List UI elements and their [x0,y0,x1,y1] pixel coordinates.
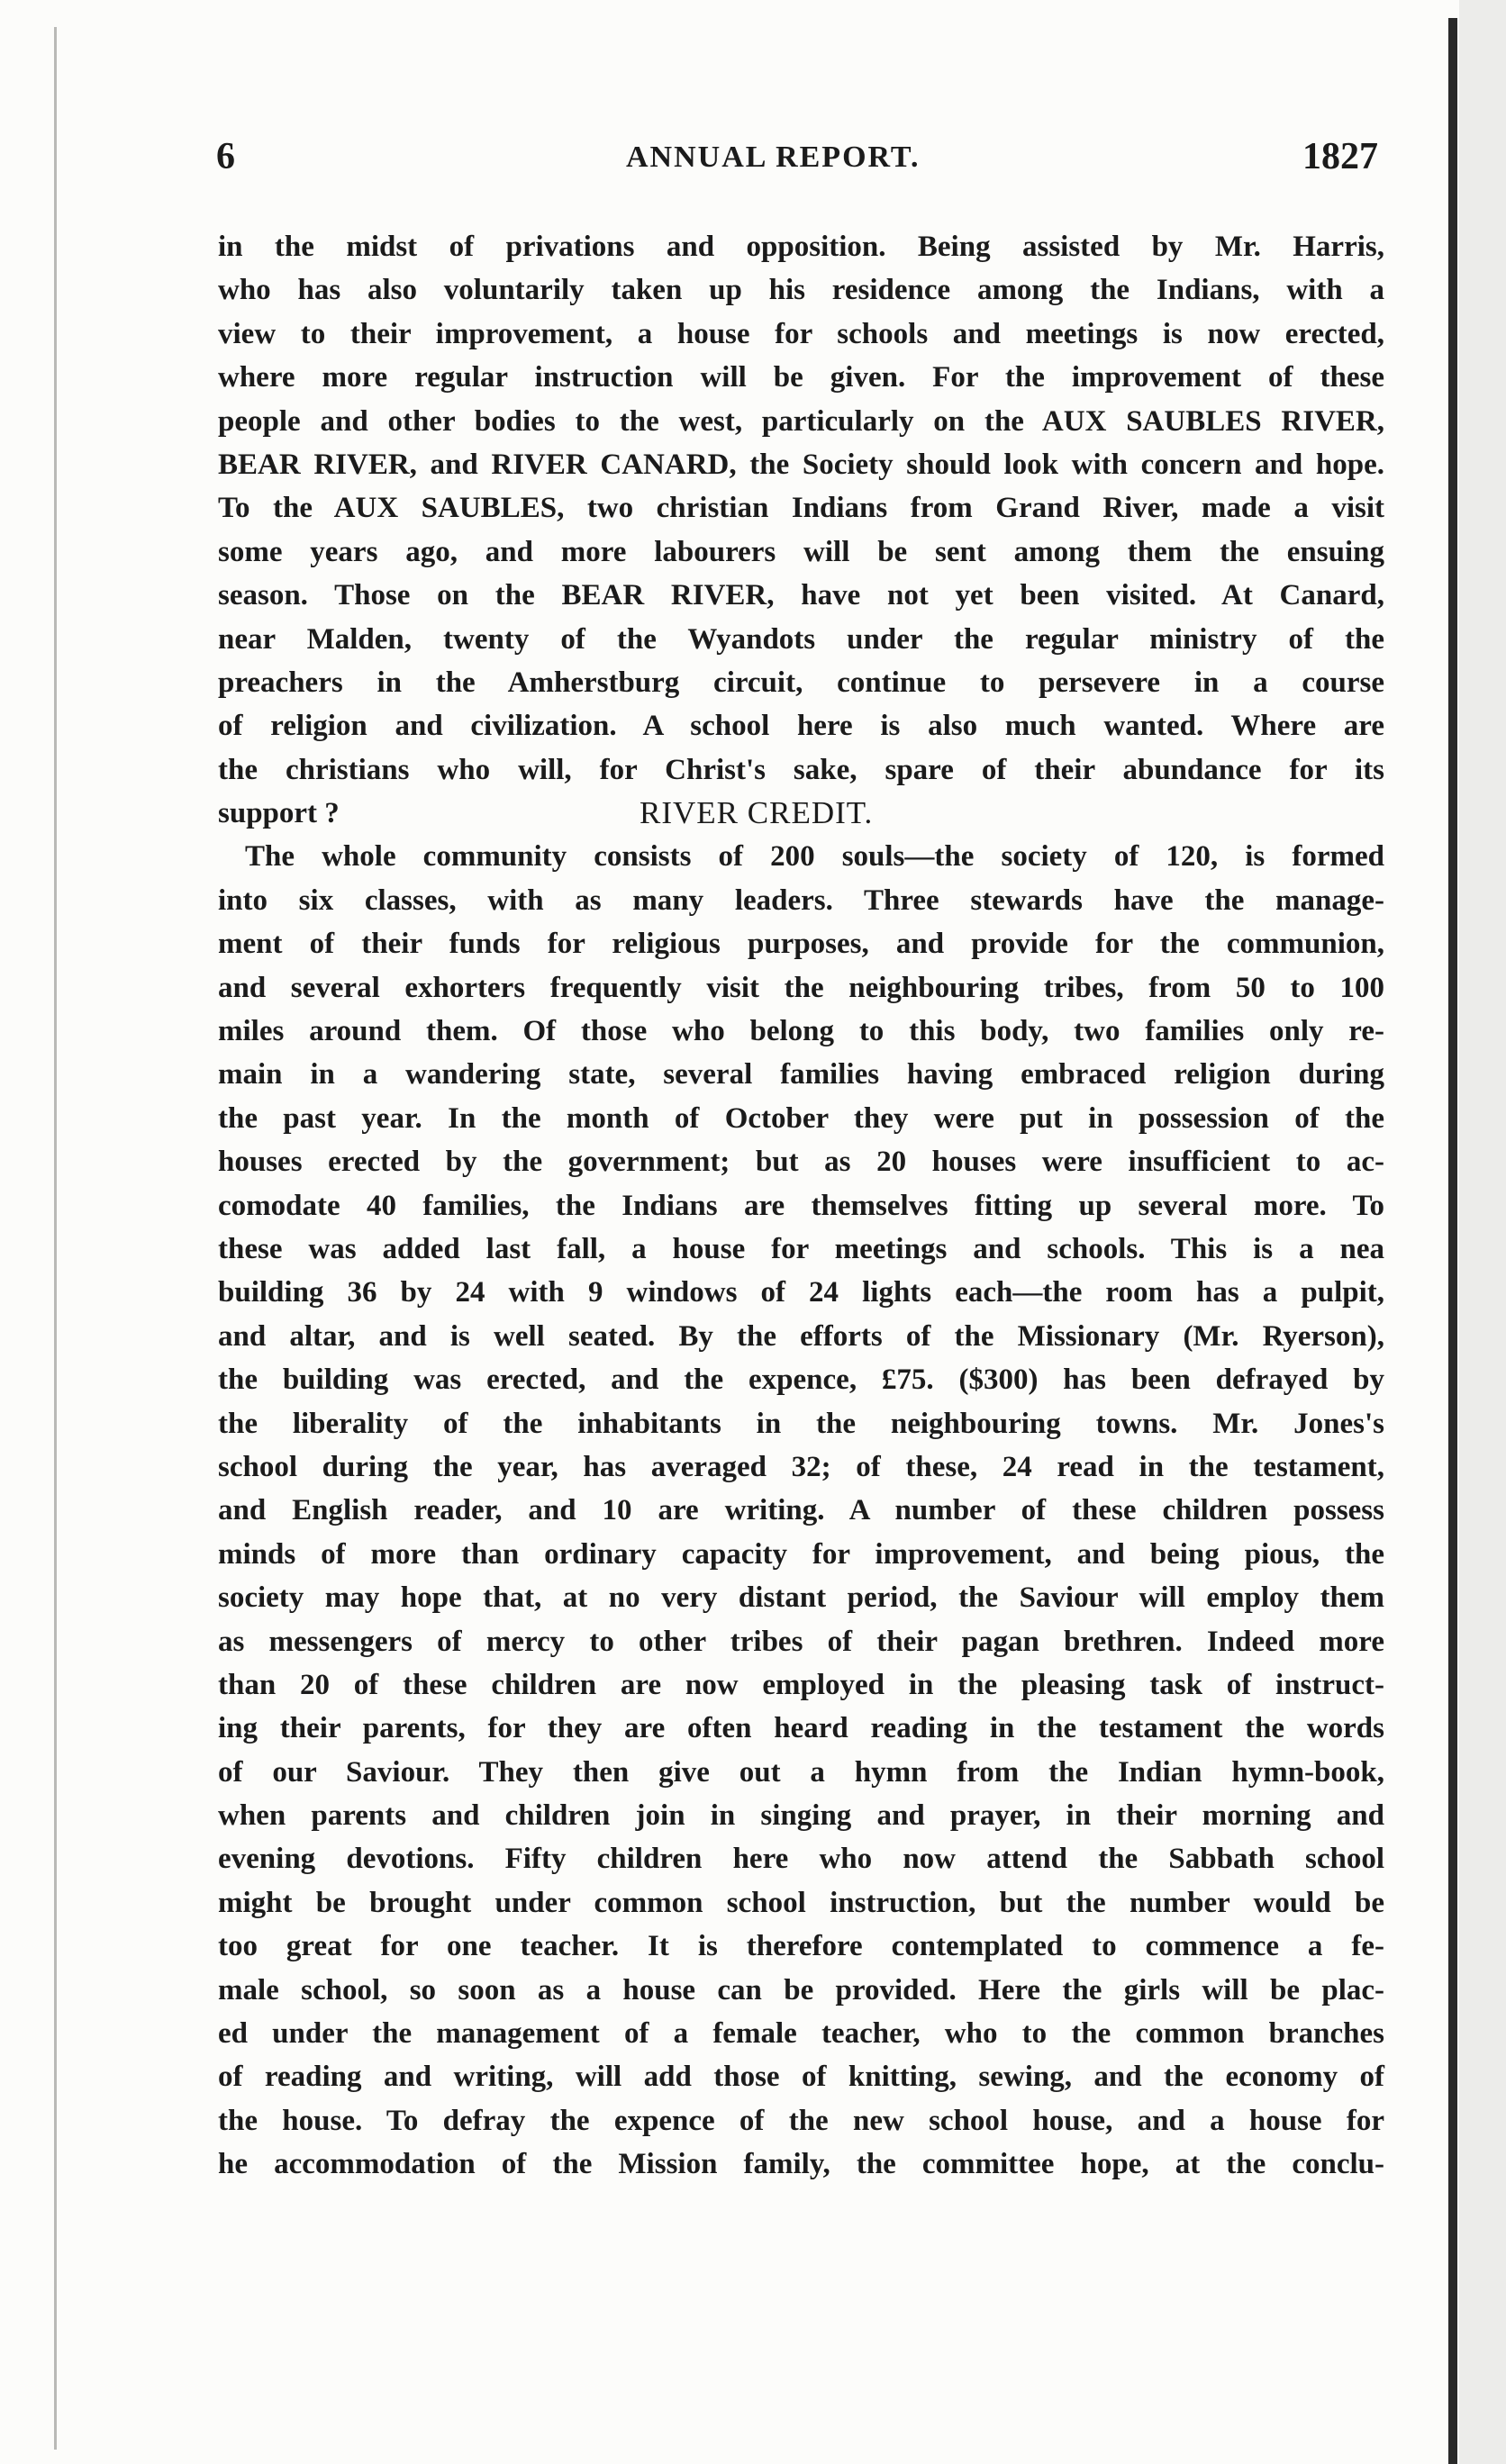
text-line: male school, so soon as a house can be provided. Here the girls will be plac- [218,1973,1384,2007]
text-line: of reading and writing, will add those of knitting, sewing, and the economy of [218,2061,1384,2094]
page-gutter-shadow [1448,18,1457,2464]
text-line: people and other bodies to the west, particularly on the AUX SAUBLES RIVER, [218,404,1384,438]
running-title: ANNUAL REPORT. [626,140,921,174]
text-line: society may hope that, at no very distant period, the Saviour will employ them [218,1581,1384,1615]
header-year: 1827 [1302,136,1378,177]
text-line: ing their parents, for they are often heard reading in the testament the words [218,1712,1384,1745]
text-line: who has also voluntarily taken up his residence among the Indians, with a [218,274,1384,307]
text-line: and altar, and is well seated. By the efforts of the Missionary (Mr. Ryerson), [218,1319,1384,1353]
text-line: some years ago, and more labourers will be sent among them the ensuing [218,535,1384,568]
text-line: into six classes, with as many leaders. Three stewards have the manage- [218,883,1384,917]
text-line: too great for one teacher. It is therefore contemplated to commence a fe- [218,1930,1384,1963]
adjacent-page-strip [1459,0,1506,2464]
text-line: he accommodation of the Mission family, the committee hope, at the conclu- [218,2148,1384,2181]
text-line: of religion and civilization. A school here is also much wanted. Where are [218,710,1384,743]
text-line: view to their improvement, a house for schools and meetings is now erected, [218,317,1384,350]
text-line: school during the year, has averaged 32; of these, 24 read in the testament, [218,1450,1384,1483]
text-line-with-heading [218,792,1384,835]
text-line: ed under the management of a female teacher, who to the common branches [218,2017,1384,2051]
text-line: main in a wandering state, several families having embraced religion during [218,1058,1384,1092]
text-line: the building was erected, and the expence, £75. ($300) has been defrayed by [218,1363,1384,1397]
text-line: To the AUX SAUBLES, two christian Indians from Grand River, made a visit [218,492,1384,525]
text-line: support ? [218,797,340,830]
text-line: and English reader, and 10 are writing. A number of these children possess [218,1494,1384,1527]
text-line: miles around them. Of those who belong to this body, two families only re- [218,1015,1384,1048]
text-line: when parents and children join in singing and prayer, in their morning and [218,1799,1384,1833]
text-line: ment of their funds for religious purposes, and provide for the communion, [218,928,1384,961]
report-body [218,225,1384,2187]
text-line: season. Those on the BEAR RIVER, have not yet been visited. At Canard, [218,579,1384,612]
page-number: 6 [216,136,235,177]
text-line: BEAR RIVER, and RIVER CANARD, the Society should look with concern and hope. [218,448,1384,481]
text-line: the past year. In the month of October they were put in possession of the [218,1101,1384,1135]
text-line: the liberality of the inhabitants in the neighbouring towns. Mr. Jones's [218,1407,1384,1440]
text-line: the christians who will, for Christ's sake, spare of their abundance for its [218,753,1384,786]
text-line: as messengers of mercy to other tribes of their pagan brethren. Indeed more [218,1625,1384,1658]
text-line: the house. To defray the expence of the new school house, and a house for [218,2104,1384,2137]
text-line: might be brought under common school instruction, but the number would be [218,1886,1384,1919]
text-line: these was added last fall, a house for meetings and schools. This is a nea [218,1232,1384,1265]
text-line: building 36 by 24 with 9 windows of 24 lights each—the room has a pulpit, [218,1276,1384,1309]
text-line: where more regular instruction will be given. For the improvement of these [218,361,1384,394]
text-line: houses erected by the government; but as 20 houses were insufficient to ac- [218,1146,1384,1179]
running-header [216,135,1378,189]
paragraph-first-line: The whole community consists of 200 souls—the society of 120, is formed [245,840,1384,874]
text-line: evening devotions. Fifty children here who now attend the Sabbath school [218,1843,1384,1876]
text-line: preachers in the Amherstburg circuit, continue to persevere in a course [218,666,1384,699]
section-heading: RIVER CREDIT. [640,795,874,831]
text-line: comodate 40 families, the Indians are themselves fitting up several more. To [218,1189,1384,1222]
text-line: minds of more than ordinary capacity for improvement, and being pious, the [218,1537,1384,1571]
text-line: than 20 of these children are now employed in the pleasing task of instruct- [218,1668,1384,1701]
text-line: of our Saviour. They then give out a hymn from the Indian hymn-book, [218,1755,1384,1789]
text-line: near Malden, twenty of the Wyandots under the regular ministry of the [218,622,1384,656]
page-left-edge [54,27,57,2450]
text-line: in the midst of privations and opposition. Being assisted by Mr. Harris, [218,231,1384,263]
text-line: and several exhorters frequently visit the neighbouring tribes, from 50 to 100 [218,971,1384,1004]
